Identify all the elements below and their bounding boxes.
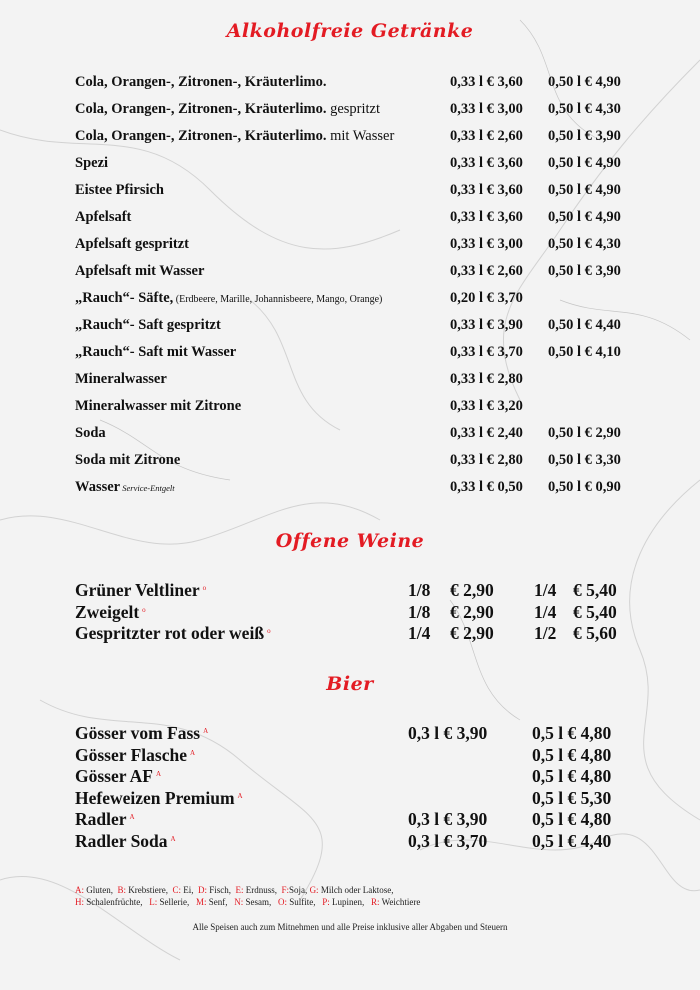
softdrinks-list bbox=[75, 71, 645, 503]
list-item: Soda mit Zitrone 0,33 l € 2,80 0,50 l € 3,30 bbox=[75, 452, 621, 468]
list-item: Radler Soda $^A$ 0,3 l € 3,70 0,5 l € 4,40 bbox=[75, 830, 612, 851]
list-item: „Rauch“- Saft mit Wasser 0,33 l € 3,70 0,50 l € 4,10 bbox=[75, 344, 621, 360]
footer-note: Alle Speisen auch zum Mitnehmen und alle Preise inklusive aller Abgaben und Steuern bbox=[192, 922, 508, 932]
list-item: Hefeweizen Premium $^A$ 0,5 l € 5,30 bbox=[75, 787, 612, 808]
list-item: Cola, Orangen-, Zitronen-, Kräuterlimo. gespritzt 0,33 l € 3,00 0,50 l € 4,30 bbox=[75, 101, 621, 117]
beer-list bbox=[75, 723, 635, 852]
list-item: Cola, Orangen-, Zitronen-, Kräuterlimo. 0,33 l € 3,60 0,50 l € 4,90 bbox=[75, 74, 621, 90]
list-item: Eistee Pfirsich 0,33 l € 3,60 0,50 l € 4,90 bbox=[75, 182, 621, 198]
list-item: Cola, Orangen-, Zitronen-, Kräuterlimo. mit Wasser 0,33 l € 2,60 0,50 l € 3,90 bbox=[75, 128, 621, 144]
softdrinks-title: Alkoholfreie Getränke bbox=[226, 20, 474, 42]
list-item: Apfelsaft mit Wasser 0,33 l € 2,60 0,50 l € 3,90 bbox=[75, 263, 621, 279]
list-item: Radler $^A$ 0,3 l € 3,90 0,5 l € 4,80 bbox=[75, 809, 612, 829]
wine-title: Offene Weine bbox=[275, 530, 425, 552]
allergen-legend bbox=[75, 884, 420, 908]
list-item: Apfelsaft 0,33 l € 3,60 0,50 l € 4,90 bbox=[75, 209, 621, 225]
list-item: Gösser Flasche $^A$ 0,5 l € 4,80 bbox=[75, 744, 612, 765]
list-item: Soda 0,33 l € 2,40 0,50 l € 2,90 bbox=[75, 425, 621, 441]
list-item: Wasser Service-Entgelt 0,33 l € 0,50 0,50 l € 0,90 bbox=[75, 479, 621, 495]
list-item: Zweigelt $^o$ 1/8 € 2,90 1/4 € 5,40 bbox=[75, 601, 617, 622]
list-item: Gösser AF $^A$ 0,5 l € 4,80 bbox=[75, 766, 612, 786]
allergen-legend-line: A: Gluten, B: Krebstiere, C: Ei, D: Fisch, E: Erdnuss, F:Soja, G: Milch oder Laktose, bbox=[75, 885, 394, 895]
list-item: Mineralwasser mit Zitrone 0,33 l € 3,20 bbox=[75, 398, 523, 414]
list-item: Grüner Veltliner $^o$ 1/8 € 2,90 1/4 € 5,40 bbox=[75, 580, 617, 600]
list-item: Gespritzter rot oder weiß $^o$ 1/4 € 2,90 1/2 € 5,60 bbox=[75, 623, 617, 643]
list-item: „Rauch“- Saft gespritzt 0,33 l € 3,90 0,50 l € 4,40 bbox=[75, 317, 621, 333]
beer-title: Bier bbox=[326, 673, 374, 695]
list-item: „Rauch“- Säfte, (Erdbeere, Marille, Johannisbeere, Mango, Orange) 0,20 l € 3,70 bbox=[75, 290, 523, 306]
list-item: Apfelsaft gespritzt 0,33 l € 3,00 0,50 l € 4,30 bbox=[75, 236, 621, 252]
wine-list bbox=[75, 580, 635, 645]
list-item: Mineralwasser 0,33 l € 2,80 bbox=[75, 371, 523, 387]
allergen-legend-line: H: Schalenfrüchte, L: Sellerie, M: Senf, N: Sesam, O: Sulfite, P: Lupinen, R: Weichtiere bbox=[75, 897, 421, 907]
list-item: Gösser vom Fass $^A$ 0,3 l € 3,90 0,5 l € 4,80 bbox=[75, 723, 612, 743]
list-item: Spezi 0,33 l € 3,60 0,50 l € 4,90 bbox=[75, 155, 621, 171]
